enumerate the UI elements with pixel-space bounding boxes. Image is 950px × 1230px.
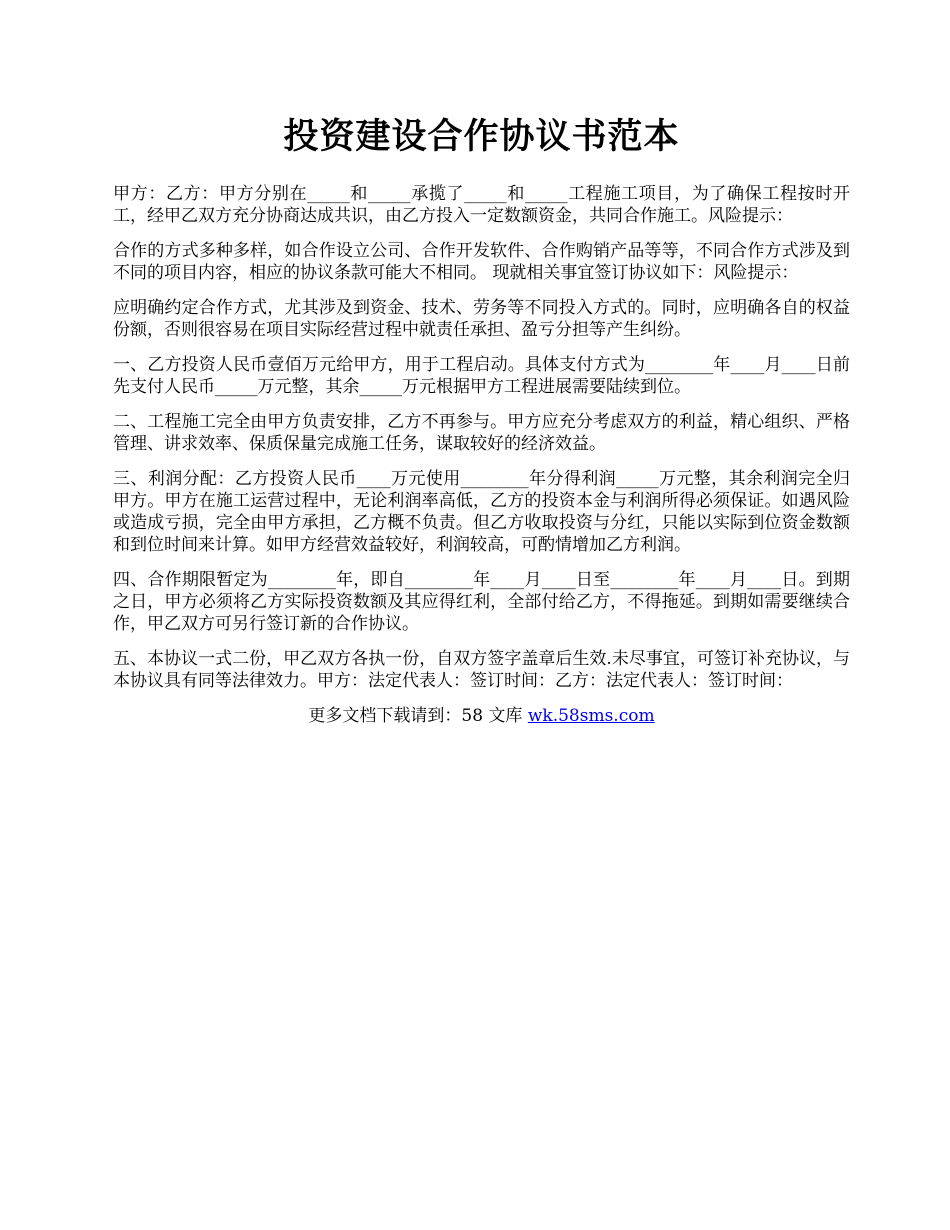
clause-4-term: 四、合作期限暂定为________年，即自________年____月____日至________年____月____日。到期之日，甲方必须将乙方实际投资数额及其应得红利，全部付给乙方，不得拖延。到期如需要继续合作，甲乙双方可另行签订新的合作协议。 — [113, 570, 850, 634]
paragraph-risk-note: 应明确约定合作方式，尤其涉及到资金、技术、劳务等不同投入方式的。同时，应明确各自的权益份额，否则很容易在项目实际经营过程中就责任承担、盈亏分担等产生纠纷。 — [113, 298, 850, 340]
document-title: 投资建设合作协议书范本 — [283, 116, 680, 157]
paragraph-cooperation-methods: 合作的方式多种多样，如合作设立公司、合作开发软件、合作购销产品等等，不同合作方式涉及到不同的项目内容，相应的协议条款可能大不相同。 现就相关事宜签订协议如下：风险提示： — [113, 241, 850, 283]
clause-1-investment: 一、乙方投资人民币壹佰万元给甲方，用于工程启动。具体支付方式为________年____月____日前先支付人民币_____万元整，其余_____万元根据甲方工程进展需要陆续到位。 — [113, 355, 850, 397]
footer-prefix-text: 更多文档下载请到：58 文库 — [308, 706, 528, 726]
footer-link[interactable]: wk.58sms.com — [527, 706, 655, 726]
clause-2-construction: 二、工程施工完全由甲方负责安排，乙方不再参与。甲方应充分考虑双方的利益，精心组织、严格管理、讲求效率、保质保量完成施工任务，谋取较好的经济效益。 — [113, 412, 850, 454]
document-page — [113, 0, 850, 727]
clause-5-copies-signatures: 五、本协议一式二份，甲乙双方各执一份，自双方签字盖章后生效.未尽事宜，可签订补充协议，与本协议具有同等法律效力。甲方：法定代表人：签订时间：乙方：法定代表人：签订时间： — [113, 649, 850, 691]
download-footer — [113, 705, 850, 727]
clause-3-profit-distribution: 三、利润分配：乙方投资人民币____万元使用________年分得利润_____万元整，其余利润完全归甲方。甲方在施工运营过程中，无论利润率高低，乙方的投资本金与利润所得必须保证。如遇风险或造成亏损，完全由甲方承担，乙方概不负责。但乙方收取投资与分红，只能以实际到位资金数额和到位时间来计算。如甲方经营效益较好，利润较高，可酌情增加乙方利润。 — [113, 469, 850, 555]
paragraph-parties: 甲方：乙方：甲方分别在_____和_____承揽了_____和_____工程施工项目，为了确保工程按时开工，经甲乙双方充分协商达成共识，由乙方投入一定数额资金，共同合作施工。风险提示： — [113, 184, 850, 226]
